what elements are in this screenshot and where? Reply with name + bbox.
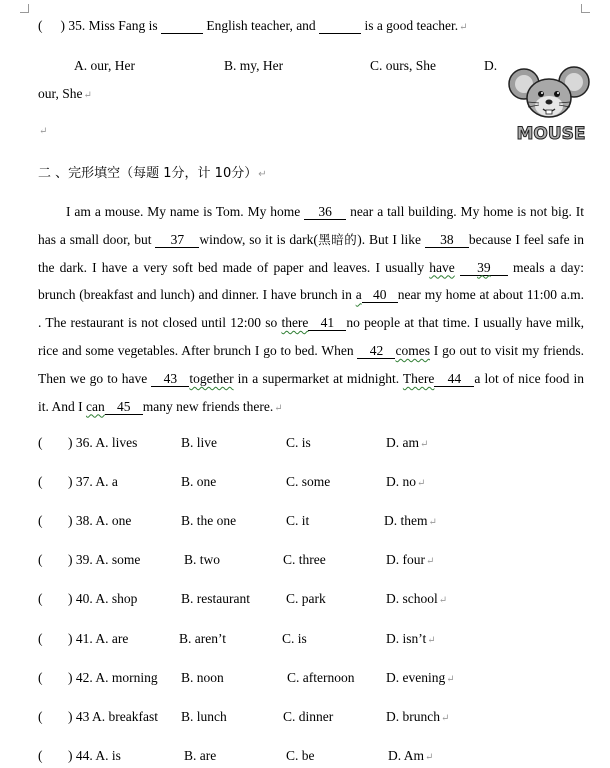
blank-36: 36 [304,205,346,220]
question-stem: ) 37. A. a [68,474,118,489]
option-d-text: D. isn’t [386,631,427,646]
section-title [38,162,267,181]
option-c: C. is [282,631,307,646]
passage-text: I go out to visit my friends. Then we go to have [38,342,584,386]
wavy-word: comes [395,342,430,358]
blank-39: 39 [460,261,508,276]
option-d [386,631,436,647]
option-c: C. some [286,474,331,489]
option-d-text: D. school [386,591,438,606]
paragraph-mark: ↵ [426,556,435,567]
question-stem: ) 38. A. one [68,513,132,528]
paragraph-mark: ↵ [39,126,48,137]
wavy-word: a [355,287,362,303]
option-b: B. restaurant [181,591,250,606]
question-stem: ) 39. A. some [68,552,141,567]
cloze-passage [38,198,584,422]
option-c: C. it [286,513,310,528]
passage-text: many new friends there. [142,398,274,414]
option-b: B. live [181,435,217,450]
option-d [386,552,434,568]
blank-40: 40 [362,288,398,303]
option-d [386,435,428,451]
passage-text: ). But I like [357,231,425,247]
option-d [386,709,449,725]
option-d-text: D. evening [386,670,446,685]
passage-text: because I feel safe in the dark. I have a very soft bed made of paper and leaves. I usually [38,231,584,275]
option-d [388,748,433,764]
option-d-text: D. am [386,435,419,450]
option-c: C. park [286,591,326,606]
option-d [386,474,425,490]
question-42 [38,670,598,690]
blank-37: 37 [155,233,199,248]
mouse-logo-icon [508,62,594,144]
paragraph-mark: ↵ [258,169,267,180]
paragraph-mark: ↵ [441,713,450,724]
wavy-word: together [189,370,234,386]
option-d-text: D. no [386,474,416,489]
paragraph-mark: ↵ [420,439,429,450]
passage-text: a lot of nice food in it. And I [38,370,584,414]
question-41 [38,631,598,651]
option-d-text: D. them [384,513,428,528]
wavy-word: there [281,315,309,331]
passage-text: I am a mouse. My name is Tom. My home [66,204,305,219]
mouse-logo-text: MOUSE [516,124,586,144]
blank-42: 42 [357,344,395,359]
question-stem: ) 40. A. shop [68,591,138,606]
blank [161,19,203,34]
question-35 [38,18,468,34]
option-b: B. aren’t [179,631,226,646]
option-d [384,513,437,529]
paragraph-mark: ↵ [425,752,434,763]
passage-text: near a tall building. My home is not big. It has a small door, but [38,204,584,247]
option-d-text: D. Am [388,748,425,763]
paragraph-mark: ↵ [459,22,468,33]
question-stem: ) 44. A. is [68,748,121,763]
option-b: B. lunch [181,709,227,724]
question-35-end: is a good teacher. [361,18,459,33]
question-37 [38,474,598,494]
blank-43: 43 [151,372,189,387]
option-b: B. one [181,474,217,489]
wavy-word: There [402,370,435,386]
question-stem: ) 42. A. morning [68,670,158,685]
option-d: D. [484,58,498,73]
option-b: B. noon [181,670,224,685]
question-38 [38,513,598,533]
blank-38: 38 [425,233,469,248]
paragraph-mark: ↵ [83,90,92,101]
paragraph-mark: ↵ [417,478,426,489]
question-35-option-d-wrap [38,86,92,102]
question-44 [38,748,598,768]
empty-paragraph [38,122,47,138]
answer-paren: ( [38,18,43,33]
option-b: B. my, Her [224,58,284,73]
answer-paren: ( [38,709,43,724]
page-corner-mark-top-left [20,4,29,13]
blank-44: 44 [434,372,474,387]
option-c: C. dinner [283,709,334,724]
question-43 [38,709,598,729]
paragraph-mark: ↵ [428,517,437,528]
answer-paren: ( [38,631,43,646]
wavy-word: can [86,398,105,414]
option-d [386,591,447,607]
answer-paren: ( [38,591,43,606]
answer-paren: ( [38,435,43,450]
question-36 [38,435,598,455]
paragraph-mark: ↵ [446,674,455,685]
option-c: C. afternoon [287,670,355,685]
question-40 [38,591,598,611]
question-stem: ) 43 A. breakfast [68,709,158,724]
answer-paren: ( [38,474,43,489]
option-c: C. is [286,435,311,450]
blank-41: 41 [308,316,346,331]
question-stem: ) 36. A. lives [68,435,138,450]
option-c: C. ours, She [370,58,437,73]
wavy-word: have [429,259,455,275]
page-corner-mark-top-right [581,4,590,13]
paragraph-mark: ↵ [438,595,448,606]
question-35-text: ) 35. Miss Fang is [60,18,162,33]
answer-paren: ( [38,552,43,567]
passage-text: no people at that time. I usually have milk, rice and some vegetables. After brunch I go to bed. When [38,315,584,358]
option-b: B. are [184,748,217,763]
blank [319,19,361,34]
question-35-mid: English teacher, and [203,18,320,33]
option-c: C. three [283,552,326,567]
option-d-text: D. four [386,552,425,567]
option-c: C. be [286,748,315,763]
answer-paren: ( [38,748,43,763]
passage-text: meals a day: brunch (breakfast and lunch) and dinner. I have brunch in [38,259,584,303]
blank-45: 45 [105,400,143,415]
passage-text: window, so it is dark( [199,231,318,247]
question-39 [38,552,598,572]
option-d-text: D. brunch [386,709,440,724]
passage-text: in a supermarket at midnight. [233,370,403,386]
option-b: B. the one [181,513,237,528]
option-d-text: our, She [38,86,83,101]
paragraph-mark: ↵ [274,402,283,414]
paragraph-mark: ↵ [427,635,436,646]
option-d [386,670,455,686]
option-b: B. two [184,552,221,567]
answer-paren: ( [38,513,43,528]
section-title-text: 二 、完形填空（每题 1分，计 10分） [38,166,258,181]
passage-cjk-gloss: 黑暗的 [317,231,358,247]
option-a: A. our, Her [74,58,135,73]
question-stem: ) 41. A. are [68,631,129,646]
passage-text: near my home at about 11:00 a.m. . The restaurant is not closed until 12:00 so [38,287,585,331]
answer-paren: ( [38,670,43,685]
